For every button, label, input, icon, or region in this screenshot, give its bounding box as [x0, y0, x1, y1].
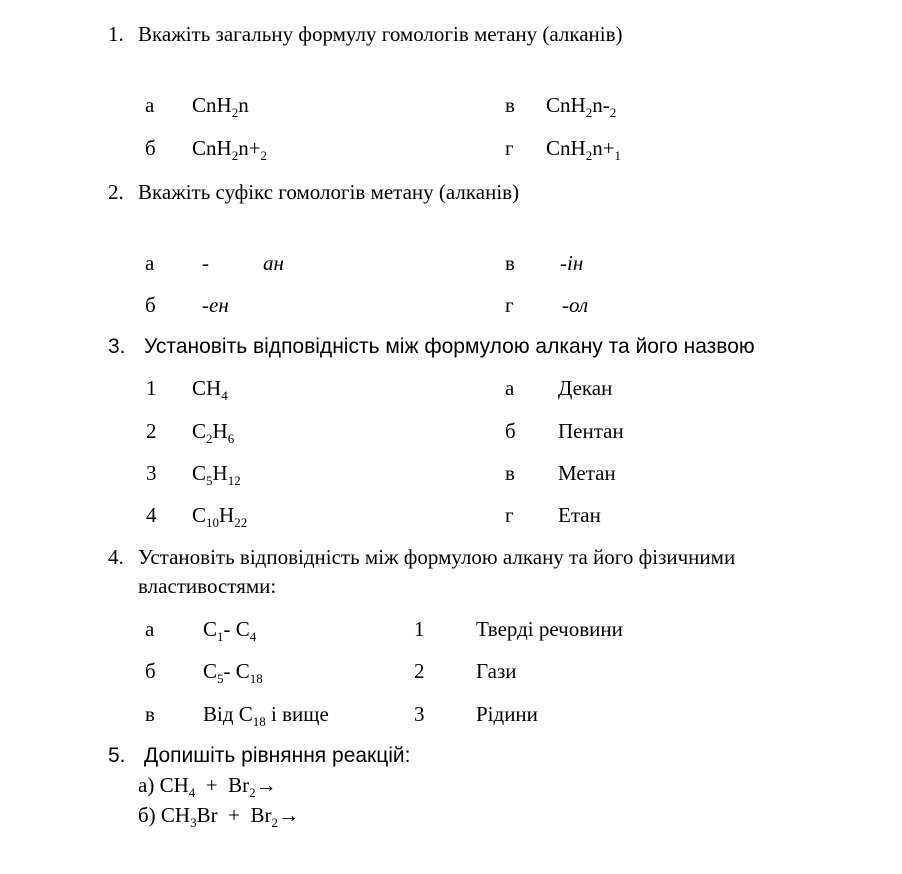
question-text: Допишіть рівняння реакцій:	[144, 744, 411, 767]
state-number: 3	[414, 702, 425, 726]
question-text: Вкажіть суфікс гомологів метану (алканів)	[138, 180, 520, 204]
option-letter: а	[145, 251, 155, 275]
question-text: Установіть відповідність між формулою алкану та його фізичними	[138, 545, 736, 569]
option-letter: б	[145, 293, 156, 317]
row-number: 2	[146, 419, 157, 443]
suffix-option-v: -ін	[560, 251, 584, 275]
question-number: 2.	[108, 180, 124, 204]
state-number: 1	[414, 617, 425, 641]
formula-option-a: CnH$_2$n	[192, 93, 249, 120]
physical-state: Тверді речовини	[476, 617, 623, 641]
arrow-icon: →	[277, 803, 299, 827]
alkane-name: Декан	[558, 376, 613, 400]
option-letter: б	[145, 659, 156, 683]
option-letter: в	[505, 461, 515, 485]
option-letter: а	[505, 376, 515, 400]
row-number: 4	[146, 503, 157, 527]
row-number: 3	[146, 461, 157, 485]
question-number: 5.	[108, 744, 126, 767]
formula-4: $C_{10}H_{22}$	[192, 503, 248, 530]
suffix-option-g: -ол	[562, 293, 589, 317]
suffix-option-a: ан	[263, 251, 284, 275]
carbon-range-a: $C_1-$ $C_4$	[203, 617, 257, 644]
physical-state: Рідини	[476, 702, 538, 726]
formula-option-b: $CnH_2n+_2$	[192, 136, 268, 163]
option-letter: б	[505, 419, 516, 443]
option-letter: в	[505, 251, 515, 275]
formula-3: $C_5H_{12}$	[192, 461, 241, 488]
alkane-name: Етан	[558, 503, 601, 527]
suffix-dash: -	[202, 251, 209, 275]
option-letter: б	[145, 136, 156, 160]
option-letter: а	[145, 617, 155, 641]
formula-2: $C_2H_6$	[192, 419, 235, 446]
suffix-option-b: -ен	[202, 293, 229, 317]
question-number: 3.	[108, 335, 126, 358]
option-letter: в	[145, 702, 155, 726]
question-number: 1.	[108, 22, 124, 46]
question-4-title	[108, 545, 735, 570]
formula-option-v: $CnH_2n-_2$	[546, 93, 617, 120]
option-letter: в	[505, 93, 515, 117]
option-letter: г	[505, 293, 514, 317]
question-number: 4.	[108, 545, 124, 569]
question-text: Вкажіть загальну формулу гомологів метану (алканів)	[138, 22, 623, 46]
state-number: 2	[414, 659, 425, 683]
option-letter: г	[505, 136, 514, 160]
equation-a: а) $CH_4 + Br_2\to$	[138, 773, 277, 800]
option-letter: г	[505, 503, 514, 527]
option-letter: а	[145, 93, 155, 117]
formula-option-g: $CnH_2n+_1$	[546, 136, 622, 163]
alkane-name: Пентан	[558, 419, 624, 443]
alkane-name: Метан	[558, 461, 616, 485]
physical-state: Гази	[476, 659, 517, 683]
carbon-range-b: $C_5-$ $C_{18}$	[203, 659, 263, 686]
question-5-title	[108, 744, 411, 768]
equation-b: б) $CH_3Br + Br_2\to$	[138, 803, 299, 830]
question-1-title	[108, 22, 623, 47]
question-4-text-continued: властивостями:	[138, 574, 277, 598]
question-2-title	[108, 180, 519, 205]
carbon-range-v: Від $C_{18}$ і вище	[203, 702, 329, 729]
row-number: 1	[146, 376, 157, 400]
arrow-icon: →	[255, 773, 277, 797]
question-3-title	[108, 335, 755, 359]
question-text: Установіть відповідність між формулою алкану та його назвою	[144, 335, 755, 358]
formula-1: $CH_4$	[192, 376, 228, 403]
